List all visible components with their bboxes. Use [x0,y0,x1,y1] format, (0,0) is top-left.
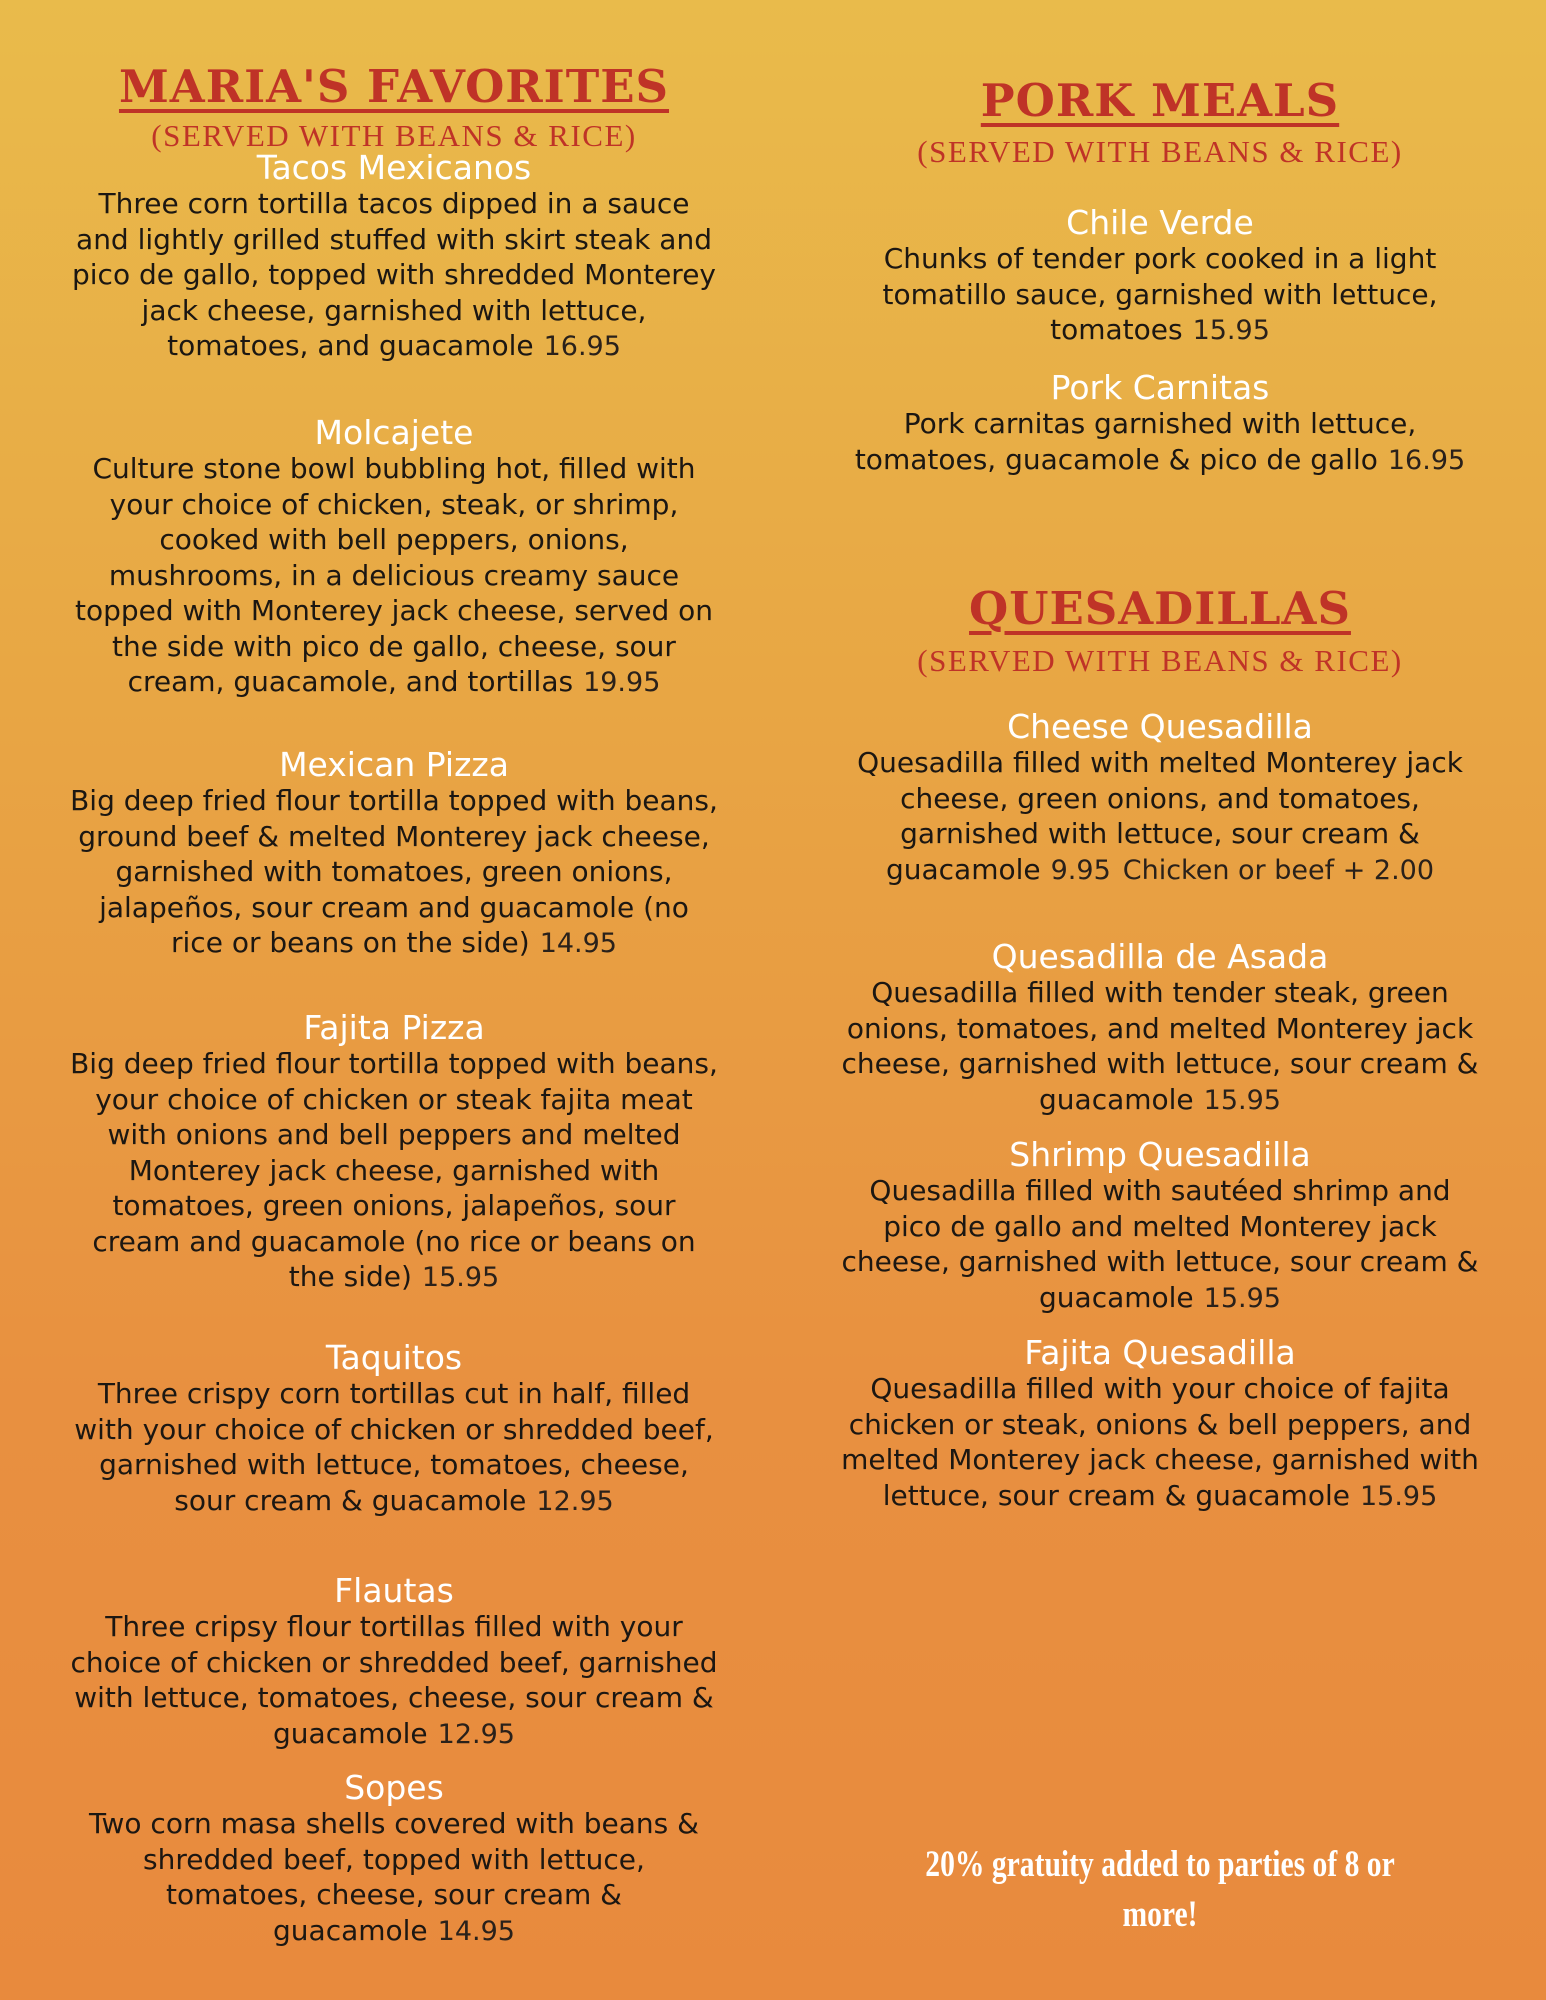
item-name: Fajita Pizza [303,1008,485,1047]
quesadillas-subtitle: (SERVED WITH BEANS & RICE) [917,643,1403,678]
item-price: 19.95 [583,667,661,698]
menu-item [68,150,720,365]
item-name: Flautas [334,1571,454,1610]
item-price: 14.95 [437,1915,515,1947]
item-price: 12.95 [536,1485,614,1517]
menu-item [835,709,1485,888]
item-price: 16.95 [1387,444,1466,476]
menu-item [68,747,720,962]
item-name: Shrimp Quesadilla [1009,1135,1311,1174]
item-description: Quesadilla filled with your choice of fajita chicken or steak, onions & bell peppers, and melted Monterey jack cheese, garnished with lettuce, sour cream & guacamole 15.95 [841,1372,1479,1512]
item-name: Chile Verde [1066,203,1254,242]
item-name: Molcajete [314,413,474,452]
item-price: 14.95 [539,928,617,959]
item-price: 15.95 [421,1262,500,1293]
item-price: 15.95 [1359,1480,1438,1512]
gratuity-notice: 20% gratuity added to parties of 8 or more! [925,1844,1395,1935]
menu-item [835,1137,1485,1316]
item-description: Three corn tortilla tacos dipped in a sauce and lightly grilled stuffed with skirt steak and pico de gallo, topped with shredded Monterey jack cheese, garnished with lettuce, tomatoes, and guacamole 16.95 [72,187,716,362]
item-price: 12.95 [437,1718,515,1750]
menu-item [835,370,1485,478]
item-name: Pork Carnitas [1050,368,1270,407]
item-name: Cheese Quesadilla [1007,707,1313,746]
item-description: Two corn masa shells covered with beans & shredded beef, topped with lettuce, tomatoes, cheese, sour cream & guacamole 14.95 [89,1807,699,1947]
item-description: Quesadilla filled with sautéed shrimp and pico de gallo and melted Monterey jack cheese, garnished with lettuce, sour cream & guacamole 15.95 [841,1174,1479,1314]
menu-item [68,1770,720,1949]
item-description: Quesadilla filled with melted Monterey jack cheese, green onions, and tomatoes, garnished with lettuce, sour cream & guacamole 9.95 Chicken or beef + 2.00 [857,746,1463,886]
menu-item [835,205,1485,349]
menu-item [68,1010,720,1296]
item-addon-price: Chicken or beef + 2.00 [1122,854,1435,886]
quesadillas-title: QUESADILLAS [969,582,1351,635]
item-price: 15.95 [1203,1282,1281,1314]
item-price: 16.95 [543,331,621,362]
menu-item [835,1335,1485,1514]
item-name: Mexican Pizza [279,745,509,784]
item-price: 15.95 [1192,315,1270,346]
item-name: Taquitos [325,1338,463,1377]
section-subtitle: (SERVED WITH BEANS & RICE) [151,118,637,153]
menu-item [68,1573,720,1752]
menu-item [835,939,1485,1118]
item-description: Three crispy corn tortillas cut in half, filled with your choice of chicken or shredded beef, garnished with lettuce, tomatoes, cheese, sour cream & guacamole 12.95 [74,1377,714,1517]
item-description: Chunks of tender pork cooked in a light tomatillo sauce, garnished with lettuce, tomatoes 15.95 [882,242,1438,346]
section-title: MARIA'S FAVORITES [118,60,670,113]
pork-meals-subtitle: (SERVED WITH BEANS & RICE) [917,134,1403,169]
item-description: Three cripsy flour tortillas filled with your choice of chicken or shredded beef, garnished with lettuce, tomatoes, cheese, sour cream & guacamole 12.95 [70,1610,718,1750]
item-name: Quesadilla de Asada [991,937,1329,976]
item-description: Culture stone bowl bubbling hot, filled with your choice of chicken, steak, or shrimp, cooked with bell peppers, onions, mushrooms, in a delicious creamy sauce topped with Monterey jack cheese, served on the side with pico de gallo, cheese, sour cream, guacamole, and tortillas 19.95 [74,452,714,698]
menu-item [68,415,720,701]
item-description: Big deep fried flour tortilla topped with beans, your choice of chicken or steak fajita meat with onions and bell peppers and melted Monterey jack cheese, garnished with tomatoes, green onions, jalapeños, sour cream and guacamole (no rice or beans on the side) 15.95 [70,1047,718,1293]
item-description: Quesadilla filled with tender steak, green onions, tomatoes, and melted Monterey jack cheese, garnished with lettuce, sour cream & guacamole 15.95 [841,976,1479,1116]
item-price: 9.95 [1050,854,1111,886]
menu-item [68,1340,720,1519]
pork-meals-title: PORK MEALS [980,74,1340,127]
item-description: Pork carnitas garnished with lettuce, tomatoes, guacamole & pico de gallo 16.95 [854,407,1466,476]
item-name: Sopes [344,1768,444,1807]
item-description: Big deep fried flour tortilla topped with beans, ground beef & melted Monterey jack cheese, garnished with tomatoes, green onions, jalapeños, sour cream and guacamole (no rice or beans on the side) 14.95 [70,784,718,959]
item-name: Tacos Mexicanos [256,148,532,187]
item-price: 15.95 [1203,1084,1281,1116]
item-name: Fajita Quesadilla [1024,1333,1296,1372]
